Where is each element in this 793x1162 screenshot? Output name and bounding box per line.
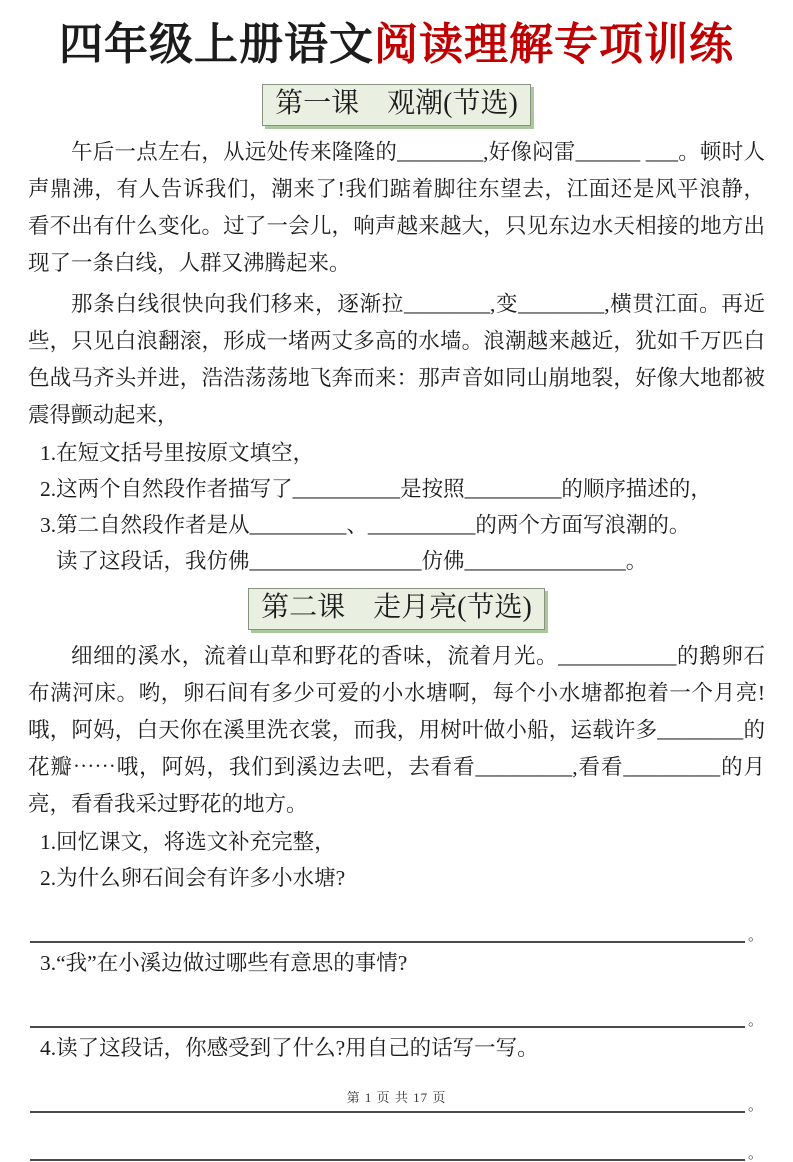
answer-rule bbox=[30, 923, 745, 943]
lesson2-question-3: 3.“我”在小溪边做过哪些有意思的事情? bbox=[40, 951, 408, 975]
lesson1-paragraph-1: 午后一点左右，从远处传来隆隆的________,好像闷雷______ ___。顿时人声鼎沸，有人告诉我们，潮来了!我们踮着脚往东望去，江面还是风平浪静，看不出有什么变化。过了一会儿，响声越来越大，只见东边水天相接的地方出现了一条白线，人群又沸腾起来。 bbox=[28, 140, 765, 275]
lesson1-question-1: 1.在短文括号里按原文填空， bbox=[40, 441, 315, 465]
answer-end-mark: 。 bbox=[747, 1146, 763, 1162]
lesson1-content bbox=[0, 134, 793, 578]
lesson1-question-2: 2.这两个自然段作者描写了__________是按照_________的顺序描述的， bbox=[40, 477, 712, 501]
page-title-main: 四年级上册语文 bbox=[59, 20, 374, 69]
answer-line bbox=[30, 1010, 763, 1028]
lesson2-header-wrap bbox=[0, 588, 793, 630]
lesson1-header: 第一课 观潮(节选) bbox=[262, 84, 531, 126]
page-title-accent: 阅读理解专项训练 bbox=[374, 20, 734, 69]
lesson2-header: 第二课 走月亮(节选) bbox=[248, 588, 545, 630]
lesson1-header-wrap bbox=[0, 84, 793, 126]
answer-rule bbox=[30, 1008, 745, 1028]
worksheet-page bbox=[0, 16, 793, 1162]
page-title bbox=[0, 16, 793, 74]
answer-line bbox=[30, 1143, 763, 1161]
lesson1-question-3: 3.第二自然段作者是从_________、__________的两个方面写浪潮的。 bbox=[40, 513, 691, 537]
answer-end-mark: 。 bbox=[747, 1098, 763, 1114]
page-number: 第 1 页 共 17 页 bbox=[346, 1090, 447, 1105]
answer-rule bbox=[30, 1141, 745, 1161]
lesson2-paragraph-1: 细细的溪水，流着山草和野花的香味，流着月光。___________的鹅卵石布满河床。哟，卵石间有多少可爱的小水塘啊，每个小水塘都抱着一个月亮!哦，阿妈，白天你在溪里洗衣裳，而我，用树叶做小船，运载许多________的花瓣⋯⋯哦，阿妈，我们到溪边去吧，去看看_________,看看_________的月亮，看看我采过野花的地方。 bbox=[28, 644, 765, 816]
answer-end-mark: 。 bbox=[747, 928, 763, 944]
answer-end-mark: 。 bbox=[747, 1013, 763, 1029]
lesson2-question-1: 1.回忆课文，将选文补充完整， bbox=[40, 830, 336, 854]
lesson2-question-2: 2.为什么卵石间会有许多小水塘? bbox=[40, 866, 346, 890]
lesson1-paragraph-2: 那条白线很快向我们移来，逐渐拉________,变________,横贯江面。再近些，只见白浪翻滚，形成一堵两丈多高的水墙。浪潮越来越近，犹如千万匹白色战马齐头并进，浩浩荡荡地飞奔而来：那声音如同山崩地裂，好像大地都被震得颤动起来， bbox=[28, 292, 765, 427]
lesson2-question-4: 4.读了这段话，你感受到了什么?用自己的话写一写。 bbox=[40, 1036, 539, 1060]
lesson2-content bbox=[0, 638, 793, 1161]
lesson1-question-3-continued: 读了这段话，我仿佛________________仿佛_______________。 bbox=[56, 549, 648, 573]
answer-line bbox=[30, 925, 763, 943]
